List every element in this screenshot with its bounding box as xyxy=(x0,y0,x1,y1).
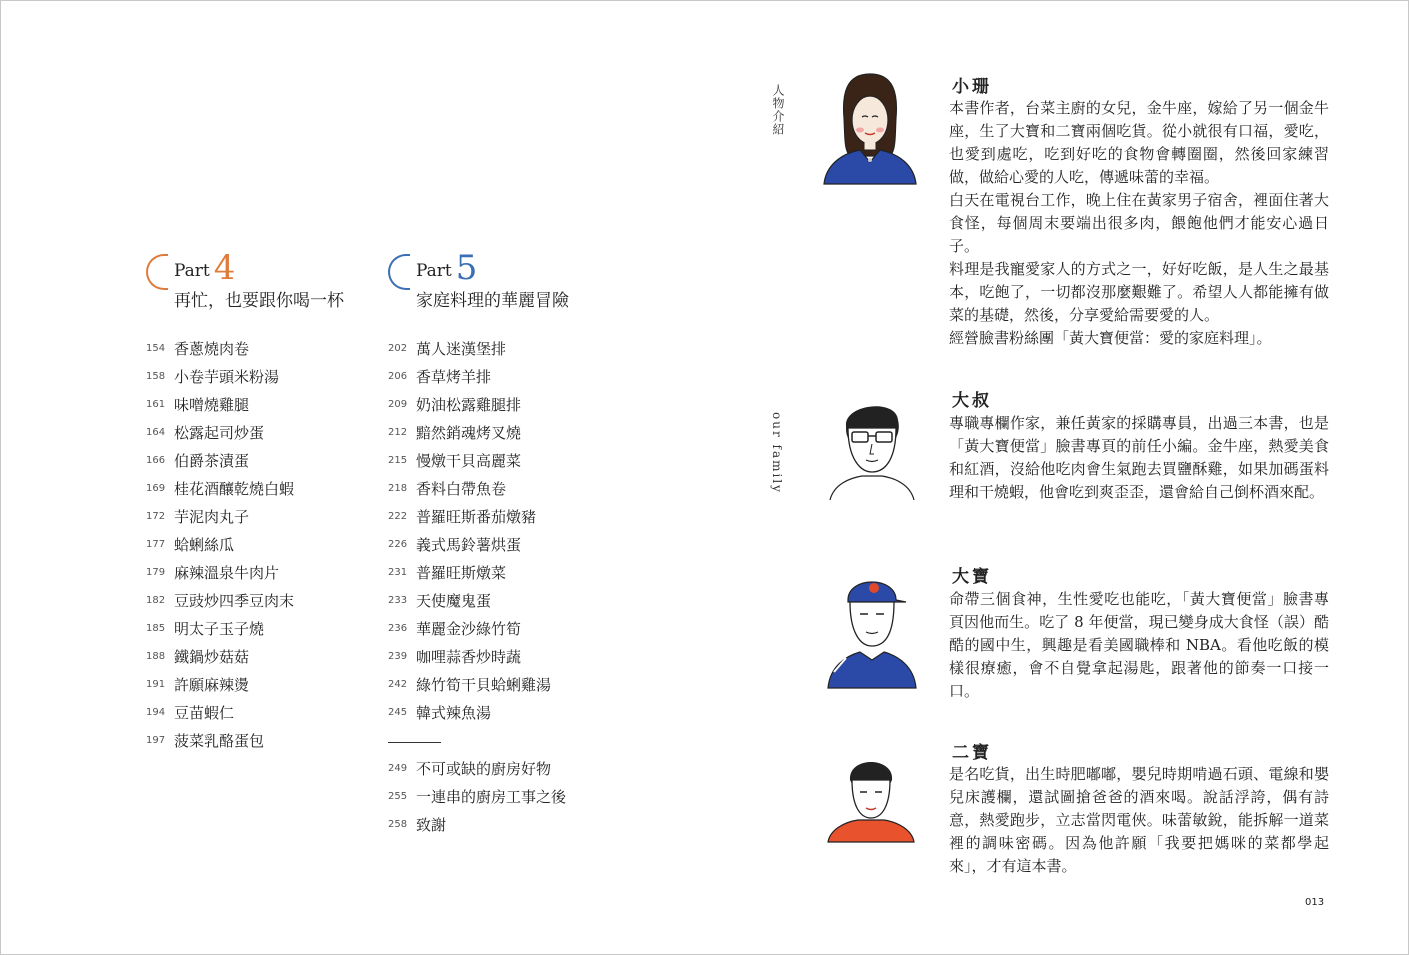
toc-item xyxy=(388,698,551,726)
part-4-label: Part 4 xyxy=(174,248,236,288)
toc-title: 香草烤羊排 xyxy=(416,367,492,386)
toc-item xyxy=(388,502,551,530)
toc-item xyxy=(146,670,294,698)
part-4-subtitle: 再忙，也要跟你喝一杯 xyxy=(174,291,344,311)
character-desc-2 xyxy=(949,412,1329,504)
toc-item xyxy=(146,586,294,614)
part-5-toc-list xyxy=(388,334,551,726)
part-4-toc-list xyxy=(146,334,294,754)
toc-item xyxy=(146,362,294,390)
toc-title: 萬人迷漢堡排 xyxy=(416,339,507,358)
boy-cap-portrait-icon xyxy=(824,572,920,690)
toc-item xyxy=(146,698,294,726)
toc-title: 普羅旺斯燉菜 xyxy=(416,563,507,582)
toc-title: 蛤蜊絲瓜 xyxy=(174,535,235,554)
toc-item xyxy=(388,614,551,642)
toc-page-number: 182 xyxy=(146,594,166,606)
toc-item xyxy=(388,530,551,558)
character-desc-1 xyxy=(949,97,1329,350)
woman-portrait-icon xyxy=(820,70,920,186)
toc-item xyxy=(388,446,551,474)
toc-title: 麻辣溫泉牛肉片 xyxy=(174,563,280,582)
toc-page-number: 245 xyxy=(388,706,408,718)
description-paragraph: 本書作者，台菜主廚的女兒，金牛座，嫁給了另一個金牛座，生了大寶和二寶兩個吃貨。從小就很有口福，愛吃，也愛到處吃，吃到好吃的食物會轉圈圈，然後回家練習做，做給心愛的人吃，傳遞味蕾的幸福。 xyxy=(949,99,1329,186)
toc-item xyxy=(388,670,551,698)
toc-page-number: 191 xyxy=(146,678,166,690)
toc-page-number: 255 xyxy=(388,790,408,802)
toc-title: 咖哩蒜香炒時蔬 xyxy=(416,647,522,666)
toc-title: 桂花酒釀乾燒白蝦 xyxy=(174,479,295,498)
toc-page-number: 239 xyxy=(388,650,408,662)
character-name-1: 小珊 xyxy=(952,77,992,97)
toc-title: 小卷芋頭米粉湯 xyxy=(174,367,280,386)
part-5-number: 5 xyxy=(455,248,478,288)
toc-title: 慢燉干貝高麗菜 xyxy=(416,451,522,470)
toc-page-number: 154 xyxy=(146,342,166,354)
toc-item xyxy=(146,642,294,670)
toc-page-number: 249 xyxy=(388,762,408,774)
toc-title: 芋泥肉丸子 xyxy=(174,507,250,526)
part-5-label: Part 5 xyxy=(416,248,478,288)
toc-item xyxy=(388,754,566,782)
toc-page-number: 166 xyxy=(146,454,166,466)
toc-title: 香料白帶魚卷 xyxy=(416,479,507,498)
toc-page-number: 202 xyxy=(388,342,408,354)
toc-title: 普羅旺斯番茄燉豬 xyxy=(416,507,537,526)
toc-title: 韓式辣魚湯 xyxy=(416,703,492,722)
description-paragraph: 料理是我寵愛家人的方式之一，好好吃飯，是人生之最基本，吃飽了，一切都沒那麼艱難了。希望人人都能擁有做菜的基礎，然後，分享愛給需要愛的人。 xyxy=(949,260,1329,324)
toc-item xyxy=(146,418,294,446)
toc-divider xyxy=(388,742,441,743)
toc-title: 義式馬鈴薯烘蛋 xyxy=(416,535,522,554)
toc-item xyxy=(388,474,551,502)
description-paragraph: 專職專欄作家，兼任黃家的採購專員，出過三本書，也是「黃大寶便當」臉書專頁的前任小編。金牛座，熱愛美食和紅酒，沒給他吃肉會生氣跑去買鹽酥雞，如果加碼蛋料理和干燒蝦，他會吃到爽歪歪，還會給自己倒杯酒來配。 xyxy=(949,414,1329,501)
toc-page-number: 161 xyxy=(146,398,166,410)
toc-title: 一連串的廚房工事之後 xyxy=(416,787,567,806)
toc-title: 菠菜乳酪蛋包 xyxy=(174,731,265,750)
child-portrait-icon xyxy=(824,754,916,844)
character-name-4: 二寶 xyxy=(952,743,992,763)
toc-item xyxy=(146,474,294,502)
toc-item xyxy=(388,586,551,614)
character-name-3: 大寶 xyxy=(952,567,992,587)
toc-item xyxy=(388,642,551,670)
toc-title: 綠竹筍干貝蛤蜊雞湯 xyxy=(416,675,552,694)
toc-item xyxy=(388,390,551,418)
toc-page-number: 231 xyxy=(388,566,408,578)
character-desc-3 xyxy=(949,588,1329,703)
toc-page-number: 242 xyxy=(388,678,408,690)
toc-title: 天使魔鬼蛋 xyxy=(416,591,492,610)
part-5-subtitle: 家庭料理的華麗冒險 xyxy=(416,291,569,311)
toc-item xyxy=(146,530,294,558)
toc-item xyxy=(146,558,294,586)
toc-title: 華麗金沙綠竹筍 xyxy=(416,619,522,638)
toc-title: 伯爵茶漬蛋 xyxy=(174,451,250,470)
toc-title: 奶油松露雞腿排 xyxy=(416,395,522,414)
toc-item xyxy=(146,726,294,754)
toc-page-number: 209 xyxy=(388,398,408,410)
toc-title: 豆豉炒四季豆肉末 xyxy=(174,591,295,610)
toc-page-number: 215 xyxy=(388,454,408,466)
toc-title: 致謝 xyxy=(416,815,447,834)
toc-page-number: 172 xyxy=(146,510,166,522)
toc-page-number: 164 xyxy=(146,426,166,438)
toc-title: 鐵鍋炒菇菇 xyxy=(174,647,250,666)
toc-page-number: 226 xyxy=(388,538,408,550)
toc-page-number: 236 xyxy=(388,622,408,634)
toc-item xyxy=(146,334,294,362)
character-desc-4 xyxy=(949,763,1329,878)
toc-item xyxy=(388,810,566,838)
toc-page-number: 185 xyxy=(146,622,166,634)
toc-item xyxy=(388,334,551,362)
toc-item xyxy=(388,418,551,446)
toc-title: 黯然銷魂烤叉燒 xyxy=(416,423,522,442)
side-label-en: our family xyxy=(770,412,784,494)
toc-item xyxy=(388,362,551,390)
toc-page-number: 177 xyxy=(146,538,166,550)
toc-page-number: 179 xyxy=(146,566,166,578)
side-label-zh: 人物介紹 xyxy=(771,84,785,136)
toc-item xyxy=(146,502,294,530)
part-5-extra-toc-list xyxy=(388,754,566,838)
toc-item xyxy=(388,782,566,810)
page-number: 013 xyxy=(1305,897,1325,908)
toc-item xyxy=(146,390,294,418)
toc-item xyxy=(146,614,294,642)
part-4-number: 4 xyxy=(213,248,236,288)
toc-page-number: 258 xyxy=(388,818,408,830)
description-paragraph: 是名吃貨，出生時肥嘟嘟，嬰兒時期啃過石頭、電線和嬰兒床護欄，還試圖搶爸爸的酒來喝。說話浮誇，偶有詩意，熱愛跑步，立志當閃電俠。味蕾敏銳，能拆解一道菜裡的調味密碼。因為他許願「我要把媽咪的菜都學起來」，才有這本書。 xyxy=(949,765,1329,875)
description-paragraph: 白天在電視台工作，晚上住在黃家男子宿舍，裡面住著大食怪，每個周末要端出很多肉，餵飽他們才能安心過日子。 xyxy=(949,191,1329,255)
toc-page-number: 158 xyxy=(146,370,166,382)
man-glasses-portrait-icon xyxy=(826,396,918,502)
toc-title: 豆苗蝦仁 xyxy=(174,703,235,722)
toc-page-number: 188 xyxy=(146,650,166,662)
character-name-2: 大叔 xyxy=(952,391,992,411)
toc-item xyxy=(146,446,294,474)
toc-title: 不可或缺的廚房好物 xyxy=(416,759,552,778)
toc-page-number: 233 xyxy=(388,594,408,606)
toc-page-number: 194 xyxy=(146,706,166,718)
toc-title: 許願麻辣燙 xyxy=(174,675,250,694)
toc-title: 味噌燒雞腿 xyxy=(174,395,250,414)
description-paragraph: 命帶三個食神，生性愛吃也能吃，「黃大寶便當」臉書專頁因他而生。吃了 8 年便當，現已變身成大食怪（誤）酷酷的國中生，興趣是看美國職棒和 NBA。看他吃飯的模樣很療癒，會不自覺拿起湯匙，跟著他的節奏一口接一口。 xyxy=(949,590,1329,700)
toc-page-number: 169 xyxy=(146,482,166,494)
toc-page-number: 212 xyxy=(388,426,408,438)
toc-page-number: 197 xyxy=(146,734,166,746)
description-paragraph: 經營臉書粉絲團「黃大寶便當：愛的家庭料理」。 xyxy=(949,329,1272,347)
toc-item xyxy=(388,558,551,586)
toc-title: 明太子玉子燒 xyxy=(174,619,265,638)
toc-page-number: 222 xyxy=(388,510,408,522)
toc-title: 香蔥燒肉卷 xyxy=(174,339,250,358)
toc-page-number: 206 xyxy=(388,370,408,382)
toc-title: 松露起司炒蛋 xyxy=(174,423,265,442)
toc-page-number: 218 xyxy=(388,482,408,494)
